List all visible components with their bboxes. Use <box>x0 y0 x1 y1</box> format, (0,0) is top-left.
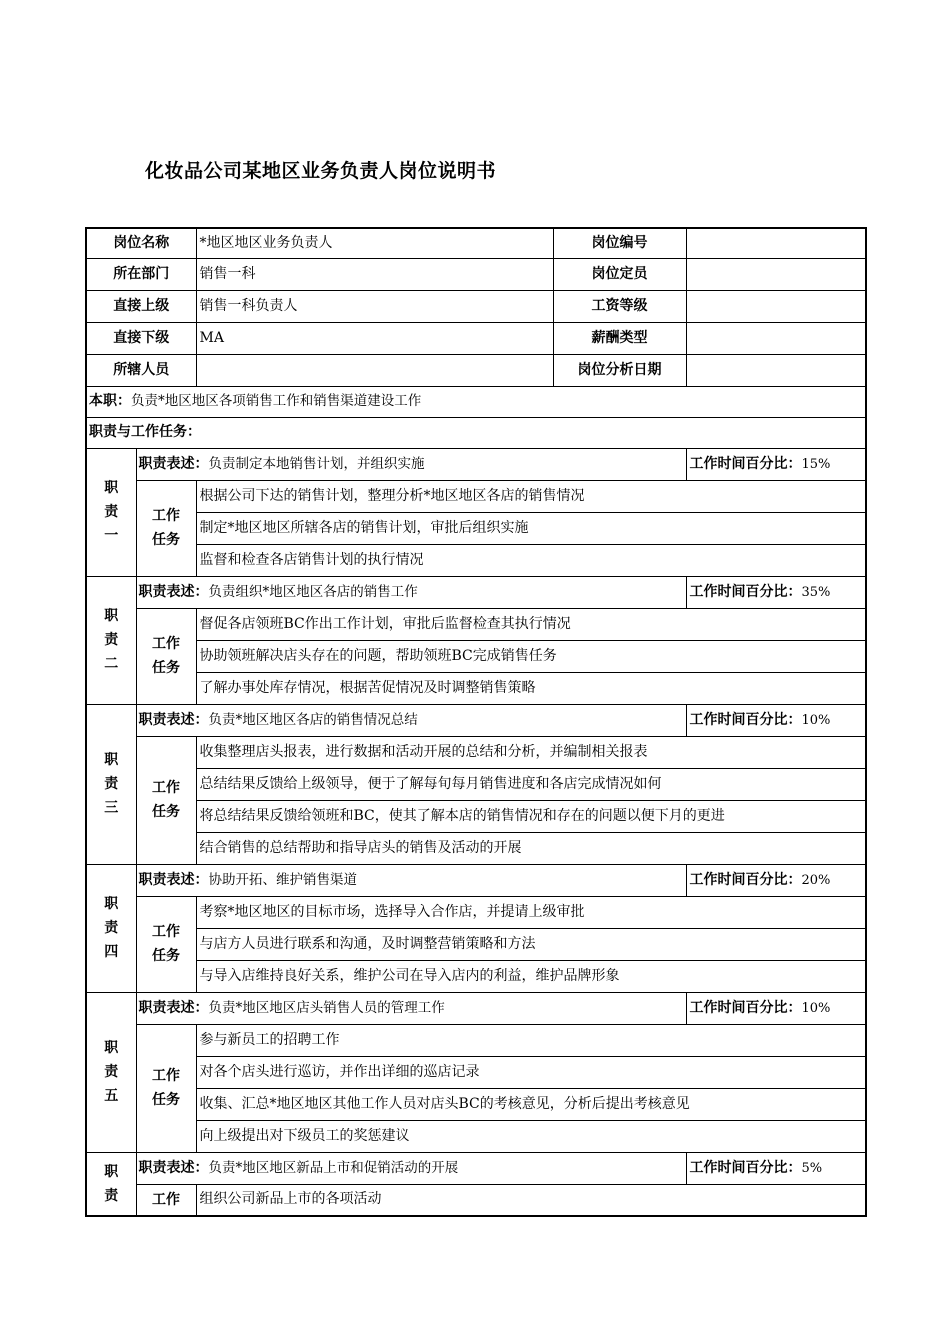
statement-text: 负责*地区地区各店的销售情况总结 <box>208 711 418 728</box>
percent-label: 工作时间百分比： <box>689 999 802 1016</box>
section-header: 职责与工作任务： <box>86 417 866 448</box>
statement-label: 职责表述： <box>138 999 209 1016</box>
task-text: 对各个店头进行巡访，并作出详细的巡店记录 <box>196 1056 866 1088</box>
info-row <box>86 290 866 322</box>
percent-label: 工作时间百分比： <box>689 583 802 600</box>
task-row <box>86 608 866 640</box>
duty-percent <box>686 576 866 608</box>
task-row <box>86 928 866 960</box>
task-text: 总结结果反馈给上级领导，便于了解每旬每月销售进度和各店完成情况如何 <box>196 768 866 800</box>
info-row <box>86 258 866 290</box>
task-text: 将总结结果反馈给领班和BC，使其了解本店的销售情况和存在的问题以便下月的更进 <box>196 800 866 832</box>
task-row <box>86 1088 866 1120</box>
field-label: 岗位定员 <box>553 258 686 290</box>
duty-name: 职 责 五 <box>86 992 136 1152</box>
percent-label: 工作时间百分比： <box>689 1159 802 1176</box>
task-text: 向上级提出对下级员工的奖惩建议 <box>196 1120 866 1152</box>
task-row <box>86 480 866 512</box>
task-label: 工作 任务 <box>136 480 196 576</box>
field-value: 销售一科 <box>196 258 553 290</box>
field-value <box>686 290 866 322</box>
percent-value: 20% <box>801 872 831 888</box>
percent-value: 10% <box>801 1000 831 1016</box>
benzhi-label: 本职： <box>89 393 131 410</box>
benzhi-cell <box>86 386 866 417</box>
task-label: 工作 任务 <box>136 1024 196 1152</box>
task-text: 与导入店维持良好关系，维护公司在导入店内的利益，维护品牌形象 <box>196 960 866 992</box>
duty-statement-row <box>86 704 866 736</box>
percent-value: 35% <box>801 584 831 600</box>
duty-percent <box>686 992 866 1024</box>
duty-statement-row <box>86 576 866 608</box>
statement-label: 职责表述： <box>138 455 209 472</box>
table-body <box>86 228 866 1216</box>
field-value <box>196 354 553 386</box>
duty-percent <box>686 448 866 480</box>
duty-statement-row <box>86 864 866 896</box>
task-label: 工作 任务 <box>136 896 196 992</box>
field-label: 岗位名称 <box>86 228 196 258</box>
percent-value: 5% <box>801 1160 823 1176</box>
duty-statement <box>136 992 686 1024</box>
percent-value: 15% <box>801 456 831 472</box>
field-value <box>686 228 866 258</box>
task-row <box>86 672 866 704</box>
field-value <box>686 258 866 290</box>
task-row <box>86 640 866 672</box>
field-label: 工资等级 <box>553 290 686 322</box>
field-value <box>686 322 866 354</box>
info-row <box>86 228 866 258</box>
task-row <box>86 512 866 544</box>
statement-label: 职责表述： <box>138 1159 209 1176</box>
task-row <box>86 832 866 864</box>
field-value: MA <box>196 322 553 354</box>
benzhi-text: 负责*地区地区各项销售工作和销售渠道建设工作 <box>131 393 422 410</box>
field-label: 所在部门 <box>86 258 196 290</box>
statement-label: 职责表述： <box>138 583 209 600</box>
duty-name: 职 责 一 <box>86 448 136 576</box>
duty-percent <box>686 704 866 736</box>
duty-statement <box>136 1152 686 1184</box>
statement-label: 职责表述： <box>138 711 209 728</box>
task-label: 工作 <box>136 1184 196 1216</box>
duty-statement-row <box>86 1152 866 1184</box>
task-text: 协助领班解决店头存在的问题，帮助领班BC完成销售任务 <box>196 640 866 672</box>
field-label: 薪酬类型 <box>553 322 686 354</box>
field-value <box>686 354 866 386</box>
benzhi-row <box>86 386 866 417</box>
task-text: 监督和检查各店销售计划的执行情况 <box>196 544 866 576</box>
statement-label: 职责表述： <box>138 871 209 888</box>
task-text: 组织公司新品上市的各项活动 <box>196 1184 866 1216</box>
percent-label: 工作时间百分比： <box>689 871 802 888</box>
task-text: 结合销售的总结帮助和指导店头的销售及活动的开展 <box>196 832 866 864</box>
duty-statement <box>136 704 686 736</box>
job-description-table <box>85 227 867 1217</box>
duty-statement <box>136 576 686 608</box>
percent-label: 工作时间百分比： <box>689 711 802 728</box>
task-row <box>86 1024 866 1056</box>
task-label: 工作 任务 <box>136 736 196 864</box>
task-text: 考察*地区地区的目标市场，选择导入合作店，并提请上级审批 <box>196 896 866 928</box>
field-value: *地区地区业务负责人 <box>196 228 553 258</box>
field-label: 直接下级 <box>86 322 196 354</box>
field-label: 所辖人员 <box>86 354 196 386</box>
task-row <box>86 896 866 928</box>
duty-name: 职 责 <box>86 1152 136 1216</box>
task-row <box>86 768 866 800</box>
task-text: 了解办事处库存情况，根据苦促情况及时调整销售策略 <box>196 672 866 704</box>
task-row <box>86 544 866 576</box>
field-value: 销售一科负责人 <box>196 290 553 322</box>
percent-value: 10% <box>801 712 831 728</box>
duty-percent <box>686 1152 866 1184</box>
section-header-row <box>86 417 866 448</box>
field-label: 岗位分析日期 <box>553 354 686 386</box>
statement-text: 负责制定本地销售计划，并组织实施 <box>208 455 425 472</box>
task-text: 收集、汇总*地区地区其他工作人员对店头BC的考核意见，分析后提出考核意见 <box>196 1088 866 1120</box>
task-row <box>86 1120 866 1152</box>
duty-statement-row <box>86 448 866 480</box>
document-title: 化妆品公司某地区业务负责人岗位说明书 <box>145 160 497 182</box>
statement-text: 协助开拓、维护销售渠道 <box>208 871 357 888</box>
task-text: 督促各店领班BC作出工作计划，审批后监督检查其执行情况 <box>196 608 866 640</box>
task-text: 根据公司下达的销售计划，整理分析*地区地区各店的销售情况 <box>196 480 866 512</box>
task-row <box>86 736 866 768</box>
task-label: 工作 任务 <box>136 608 196 704</box>
duty-statement-row <box>86 992 866 1024</box>
statement-text: 负责组织*地区地区各店的销售工作 <box>208 583 418 600</box>
duty-percent <box>686 864 866 896</box>
percent-label: 工作时间百分比： <box>689 455 802 472</box>
duty-statement <box>136 448 686 480</box>
task-row <box>86 1056 866 1088</box>
info-row <box>86 354 866 386</box>
duty-statement <box>136 864 686 896</box>
statement-text: 负责*地区地区店头销售人员的管理工作 <box>208 999 445 1016</box>
duty-name: 职 责 三 <box>86 704 136 864</box>
task-row <box>86 800 866 832</box>
task-text: 制定*地区地区所辖各店的销售计划，审批后组织实施 <box>196 512 866 544</box>
info-row <box>86 322 866 354</box>
duty-name: 职 责 二 <box>86 576 136 704</box>
task-text: 参与新员工的招聘工作 <box>196 1024 866 1056</box>
statement-text: 负责*地区地区新品上市和促销活动的开展 <box>208 1159 459 1176</box>
field-label: 岗位编号 <box>553 228 686 258</box>
task-text: 与店方人员进行联系和沟通，及时调整营销策略和方法 <box>196 928 866 960</box>
duty-name: 职 责 四 <box>86 864 136 992</box>
task-text: 收集整理店头报表，进行数据和活动开展的总结和分析，并编制相关报表 <box>196 736 866 768</box>
field-label: 直接上级 <box>86 290 196 322</box>
task-row <box>86 1184 866 1216</box>
task-row <box>86 960 866 992</box>
